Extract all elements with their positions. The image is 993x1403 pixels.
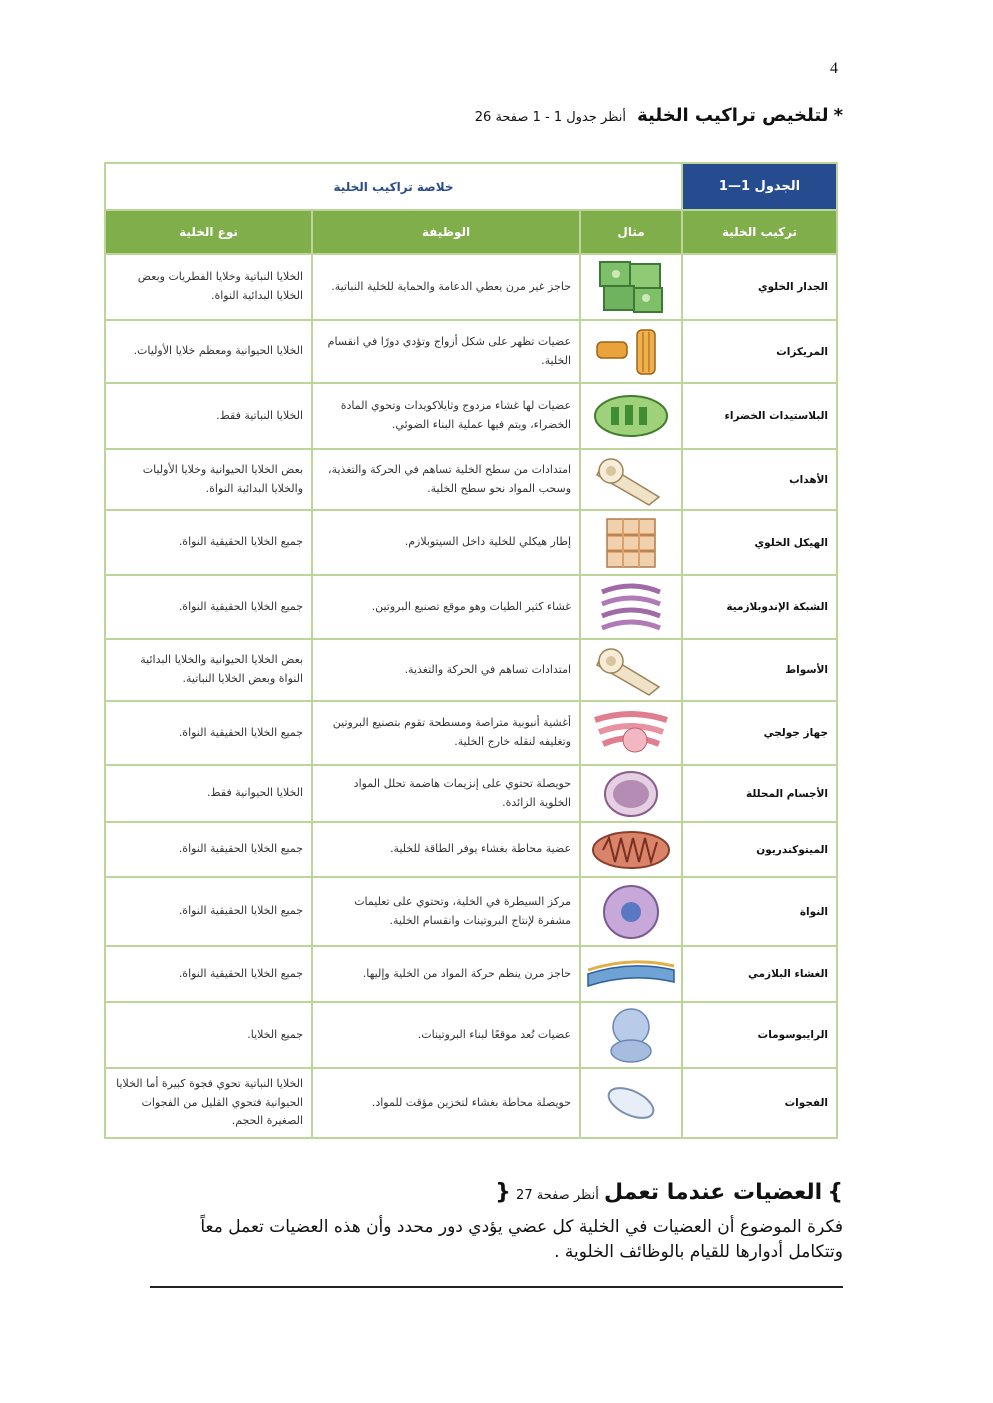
section-note: أنظر صفحة 27: [516, 1188, 599, 1203]
row-cell-type: الخلايا الحيوانية فقط.: [105, 765, 312, 822]
header-cell-type: نوع الخلية: [105, 210, 312, 254]
row-cell-type: الخلايا النباتية فقط.: [105, 383, 312, 449]
row-cell-type: بعض الخلايا الحيوانية وخلايا الأوليات والخلايا البدائية النواة.: [105, 449, 312, 510]
table-title: خلاصة تراكيب الخلية: [105, 163, 682, 210]
row-cell-type: جميع الخلايا.: [105, 1002, 312, 1068]
cell-wall-illustration: [596, 258, 666, 316]
table-row: [105, 320, 837, 383]
row-name: المريكزات: [682, 320, 837, 383]
row-function: غشاء كثير الطيات وهو موقع تصنيع البروتين.: [312, 575, 580, 639]
table-row: [105, 765, 837, 822]
table-label: الجدول 1—1: [682, 163, 837, 210]
row-name: الأجسام المحللة: [682, 765, 837, 822]
centrioles-illustration: [593, 326, 669, 378]
header-example: مثال: [580, 210, 682, 254]
row-function: حاجز غير مرن يعطي الدعامة والحماية للخلية النباتية.: [312, 254, 580, 320]
row-function: حويصلة محاطة بغشاء لتخزين مؤقت للمواد.: [312, 1068, 580, 1138]
heading-note: أنظر جدول 1 - 1 صفحة 26: [474, 110, 627, 125]
table-row: [105, 639, 837, 701]
row-cell-type: جميع الخلايا الحقيقية النواة.: [105, 822, 312, 877]
header-structure: تركيب الخلية: [682, 210, 837, 254]
chloroplast-illustration: [591, 391, 671, 441]
flagella-illustration: [593, 643, 669, 697]
brace-open: }: [827, 1180, 843, 1205]
row-cell-type: بعض الخلايا الحيوانية والخلايا البدائية النواة وبعض الخلايا النباتية.: [105, 639, 312, 701]
golgi-apparatus-illustration: [589, 706, 673, 760]
row-function: حاجز مرن ينظم حركة المواد من الخلية وإليها.: [312, 946, 580, 1002]
cell-structures-table: [104, 162, 838, 1139]
table-row: [105, 822, 837, 877]
header-function: الوظيفة: [312, 210, 580, 254]
table-row: [105, 1002, 837, 1068]
row-function: أغشية أنبوبية متراصة ومسطحة تقوم بتصنيع البروتين وتغليفه لنقله خارج الخلية.: [312, 701, 580, 765]
row-name: الشبكة الإندوبلازمية: [682, 575, 837, 639]
row-name: جهاز جولجي: [682, 701, 837, 765]
row-name: الفجوات: [682, 1068, 837, 1138]
row-name: البلاستيدات الخضراء: [682, 383, 837, 449]
row-function: امتدادات تساهم في الحركة والتغذية.: [312, 639, 580, 701]
vacuole-illustration: [603, 1083, 659, 1123]
organelles-section-heading: [495, 1180, 843, 1205]
table-row: [105, 701, 837, 765]
table-row: [105, 254, 837, 320]
row-function: حويصلة تحتوي على إنزيمات هاضمة تحلل المواد الخلوية الزائدة.: [312, 765, 580, 822]
row-cell-type: جميع الخلايا الحقيقية النواة.: [105, 510, 312, 575]
row-name: الجدار الخلوي: [682, 254, 837, 320]
row-cell-type: جميع الخلايا الحقيقية النواة.: [105, 575, 312, 639]
row-cell-type: الخلايا النباتية تحوي فجوة كبيرة أما الخلايا الحيوانية فتحوي القليل من الفجوات الصغيرة الحجم.: [105, 1068, 312, 1138]
row-cell-type: جميع الخلايا الحقيقية النواة.: [105, 946, 312, 1002]
row-cell-type: جميع الخلايا الحقيقية النواة.: [105, 701, 312, 765]
row-function: عضيات لها غشاء مزدوج وثايلاكويدات وتحوي المادة الخضراء، ويتم فيها عملية البناء الضوئي.: [312, 383, 580, 449]
section-heading: [475, 105, 843, 126]
row-function: امتدادات من سطح الخلية تساهم في الحركة والتغذية، وسحب المواد نحو سطح الخلية.: [312, 449, 580, 510]
table-row: [105, 1068, 837, 1138]
plasma-membrane-illustration: [586, 956, 676, 992]
endoplasmic-reticulum-illustration: [596, 580, 666, 634]
divider-line: [150, 1286, 843, 1288]
row-name: الغشاء البلازمي: [682, 946, 837, 1002]
row-name: الرايبوسومات: [682, 1002, 837, 1068]
heading-title: لتلخيص تراكيب الخلية: [637, 105, 829, 126]
ribosome-illustration: [606, 1005, 656, 1065]
brace-close: {: [495, 1180, 511, 1205]
row-function: إطار هيكلي للخلية داخل السيتوبلازم.: [312, 510, 580, 575]
topic-paragraph: فكرة الموضوع أن العضيات في الخلية كل عضي يؤدي دور محدد وأن هذه العضيات تعمل معاً وتتكامل أدوارها للقيام بالوظائف الخلوية .: [200, 1217, 843, 1262]
page-number: 4: [830, 60, 838, 77]
table-row: [105, 510, 837, 575]
row-name: الأهداب: [682, 449, 837, 510]
row-function: عضيات تظهر على شكل أزواج وتؤدي دورًا في انقسام الخلية.: [312, 320, 580, 383]
row-function: مركز السيطرة في الخلية، وتحتوي على تعليمات مشفرة لإنتاج البروتينات وانقسام الخلية.: [312, 877, 580, 946]
nucleus-illustration: [600, 882, 662, 942]
table-row: [105, 383, 837, 449]
heading-bullet: *: [833, 105, 843, 126]
table-row: [105, 575, 837, 639]
mitochondrion-illustration: [589, 828, 673, 872]
row-cell-type: الخلايا النباتية وخلايا الفطريات وبعض الخلايا البدائية النواة.: [105, 254, 312, 320]
row-name: الأسواط: [682, 639, 837, 701]
lysosome-illustration: [602, 769, 660, 819]
table-row: [105, 877, 837, 946]
row-name: الهيكل الخلوي: [682, 510, 837, 575]
table-row: [105, 946, 837, 1002]
section-title: العضيات عندما تعمل: [604, 1180, 823, 1205]
row-name: النواة: [682, 877, 837, 946]
cilia-illustration: [593, 453, 669, 507]
row-function: عضيات تُعد موقعًا لبناء البروتينات.: [312, 1002, 580, 1068]
row-cell-type: الخلايا الحيوانية ومعظم خلايا الأوليات.: [105, 320, 312, 383]
cytoskeleton-illustration: [603, 515, 659, 571]
row-cell-type: جميع الخلايا الحقيقية النواة.: [105, 877, 312, 946]
table-row: [105, 449, 837, 510]
row-function: عضية محاطة بغشاء يوفر الطاقة للخلية.: [312, 822, 580, 877]
row-name: الميتوكندريون: [682, 822, 837, 877]
